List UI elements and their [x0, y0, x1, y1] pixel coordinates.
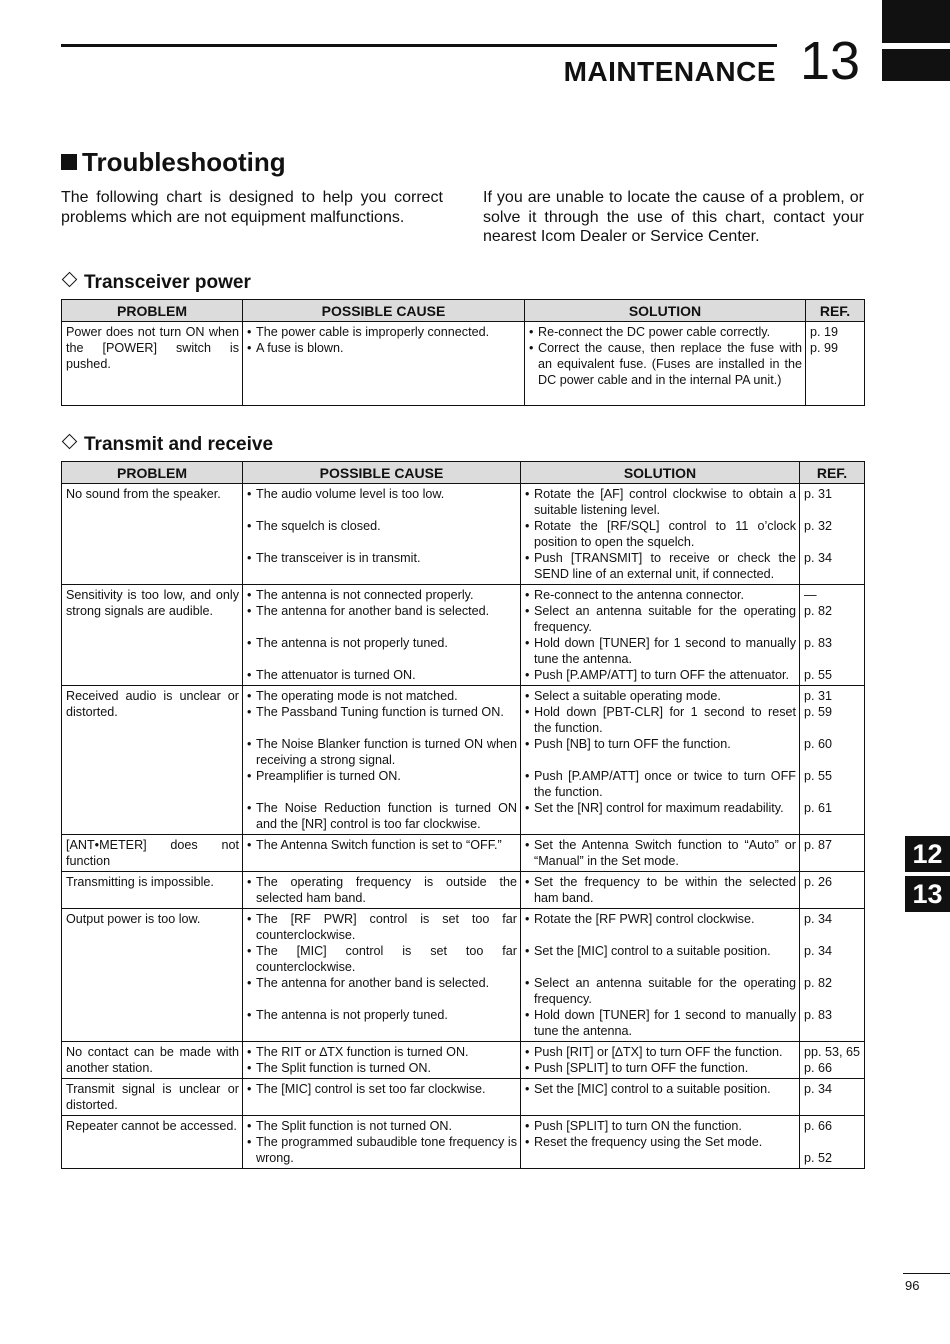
ref-item: —: [804, 588, 817, 602]
problem-cell: No contact can be made with another station.: [62, 1042, 243, 1079]
table-row: [62, 686, 865, 835]
ref-item[interactable]: p. 32: [804, 519, 833, 533]
header-rule: [61, 44, 777, 47]
ref-cell: [800, 1042, 865, 1079]
solution-cell: [521, 1042, 800, 1079]
solution-item: • Select an antenna suitable for the operating frequency.: [525, 975, 796, 1007]
problem-cell: Transmitting is impossible.: [62, 872, 243, 909]
solution-item: • Set the frequency to be within the selected ham band.: [525, 874, 796, 906]
solution-item: • Reset the frequency using the Set mode.: [525, 1134, 796, 1150]
intro-left: The following chart is designed to help you correct problems which are not equipment malfunctions.: [61, 189, 443, 226]
ref-cell: [800, 1116, 865, 1169]
cause-item: • The operating frequency is outside the selected ham band.: [247, 874, 517, 906]
column-header-solution: SOLUTION: [525, 300, 806, 322]
solution-cell: [521, 835, 800, 872]
ref-item[interactable]: p. 19: [810, 325, 839, 339]
ref-item[interactable]: p. 59: [804, 705, 833, 719]
ref-item[interactable]: p. 66: [804, 1119, 833, 1133]
table-row: [62, 1116, 865, 1169]
ref-item[interactable]: p. 66: [804, 1061, 833, 1075]
ref-cell: [800, 484, 865, 585]
ref-cell: [800, 909, 865, 1042]
solution-item: • Rotate the [RF/SQL] control to 11 o’clock position to open the squelch.: [525, 518, 796, 550]
solution-item: • Re-connect to the antenna connector.: [525, 587, 796, 603]
ref-item[interactable]: p. 87: [804, 838, 833, 852]
ref-item[interactable]: p. 34: [804, 1082, 833, 1096]
ref-item[interactable]: p. 82: [804, 604, 833, 618]
subsection-title-transmit-receive: [61, 434, 273, 456]
cause-cell: [243, 322, 525, 406]
cause-item: • The antenna for another band is selected.: [247, 603, 517, 619]
ref-item[interactable]: p. 83: [804, 636, 833, 650]
solution-item: • Select a suitable operating mode.: [525, 688, 796, 704]
cause-item: • Preamplifier is turned ON.: [247, 768, 517, 784]
section-title-text: Troubleshooting: [82, 147, 286, 177]
cause-item: • The Passband Tuning function is turned ON.: [247, 704, 517, 720]
table-row: [62, 909, 865, 1042]
table-row: [62, 484, 865, 585]
footer-rule: [903, 1273, 950, 1274]
solution-item: • Hold down [TUNER] for 1 second to manually tune the antenna.: [525, 635, 796, 667]
table-row: [62, 1079, 865, 1116]
solution-item: • Correct the cause, then replace the fuse with an equivalent fuse. (Fuses are installed in the DC power cable and in the internal PA unit.): [529, 340, 802, 388]
solution-item: • Set the [MIC] control to a suitable position.: [525, 1081, 796, 1097]
cause-item: • The [MIC] control is set too far clockwise.: [247, 1081, 517, 1097]
cause-cell: [243, 909, 521, 1042]
column-header-ref: REF.: [806, 300, 865, 322]
table-row: [62, 1042, 865, 1079]
solution-item: • Select an antenna suitable for the operating frequency.: [525, 603, 796, 635]
solution-item: • Push [P.AMP/ATT] to turn OFF the attenuator.: [525, 667, 796, 683]
solution-cell: [521, 872, 800, 909]
solution-item: • Re-connect the DC power cable correctly.: [529, 324, 802, 340]
ref-item[interactable]: p. 55: [804, 769, 833, 783]
table-row: [62, 322, 865, 406]
solution-cell: [521, 484, 800, 585]
cause-item: • A fuse is blown.: [247, 340, 521, 356]
cause-cell: [243, 686, 521, 835]
cause-item: • The RIT or ∆TX function is turned ON.: [247, 1044, 517, 1060]
solution-cell: [525, 322, 806, 406]
solution-item: • Set the [MIC] control to a suitable position.: [525, 943, 796, 959]
cause-item: • The [MIC] control is set too far counterclockwise.: [247, 943, 517, 975]
ref-item[interactable]: p. 60: [804, 737, 833, 751]
cause-item: • The antenna is not connected properly.: [247, 587, 517, 603]
solution-cell: [521, 909, 800, 1042]
ref-item[interactable]: p. 99: [810, 341, 839, 355]
cause-cell: [243, 1116, 521, 1169]
section-title: [61, 147, 286, 178]
column-header-cause: POSSIBLE CAUSE: [243, 462, 521, 484]
solution-cell: [521, 585, 800, 686]
troubleshooting-table-transceiver-power: [61, 299, 865, 406]
problem-cell: [ANT•METER] does not function: [62, 835, 243, 872]
cause-item: • The antenna for another band is selected.: [247, 975, 517, 991]
cause-cell: [243, 585, 521, 686]
cause-item: • The [RF PWR] control is set too far counterclockwise.: [247, 911, 517, 943]
ref-item[interactable]: p. 26: [804, 875, 833, 889]
ref-cell: [800, 585, 865, 686]
column-header-solution: SOLUTION: [521, 462, 800, 484]
ref-item[interactable]: p. 34: [804, 912, 833, 926]
solution-item: • Push [TRANSMIT] to receive or check the SEND line of an external unit, if connected.: [525, 550, 796, 582]
cause-item: • The transceiver is in transmit.: [247, 550, 517, 566]
problem-cell: Repeater cannot be accessed.: [62, 1116, 243, 1169]
solution-item: • Hold down [PBT-CLR] for 1 second to reset the function.: [525, 704, 796, 736]
cause-item: • The audio volume level is too low.: [247, 486, 517, 502]
page-number: 96: [905, 1278, 920, 1293]
cause-item: • The antenna is not properly tuned.: [247, 1007, 517, 1023]
solution-item: • Push [SPLIT] to turn ON the function.: [525, 1118, 796, 1134]
ref-item[interactable]: p. 34: [804, 551, 833, 565]
cause-item: • The attenuator is turned ON.: [247, 667, 517, 683]
solution-item: • Set the Antenna Switch function to “Auto” or “Manual” in the Set mode.: [525, 837, 796, 869]
cause-item: • The operating mode is not matched.: [247, 688, 517, 704]
solution-cell: [521, 1116, 800, 1169]
solution-item: • Push [RIT] or [∆TX] to turn OFF the function.: [525, 1044, 796, 1060]
ref-item[interactable]: p. 55: [804, 668, 833, 682]
solution-item: • Push [NB] to turn OFF the function.: [525, 736, 796, 752]
chapter-number: 13: [800, 31, 861, 91]
problem-cell: Power does not turn ON when the [POWER] switch is pushed.: [62, 322, 243, 406]
diamond-icon: [62, 272, 78, 288]
ref-item[interactable]: p. 31: [804, 487, 833, 501]
problem-cell: Sensitivity is too low, and only strong signals are audible.: [62, 585, 243, 686]
chapter-title: MAINTENANCE: [563, 56, 776, 87]
solution-item: • Rotate the [AF] control clockwise to obtain a suitable listening level.: [525, 486, 796, 518]
solution-item: • Rotate the [RF PWR] control clockwise.: [525, 911, 796, 927]
side-tab-12[interactable]: 12: [905, 836, 950, 872]
column-header-cause: POSSIBLE CAUSE: [243, 300, 525, 322]
ref-item[interactable]: p. 31: [804, 689, 833, 703]
ref-item[interactable]: p. 61: [804, 801, 833, 815]
ref-item[interactable]: pp. 53, 65: [804, 1045, 861, 1059]
solution-cell: [521, 1079, 800, 1116]
ref-item[interactable]: p. 52: [804, 1151, 833, 1165]
subsection-title-text: Transceiver power: [84, 272, 251, 293]
cause-item: • The Split function is turned ON.: [247, 1060, 517, 1076]
square-bullet-icon: [61, 154, 77, 170]
problem-cell: Received audio is unclear or distorted.: [62, 686, 243, 835]
problem-cell: Output power is too low.: [62, 909, 243, 1042]
side-tab-13[interactable]: 13: [905, 876, 950, 912]
diamond-icon: [62, 434, 78, 450]
cause-cell: [243, 484, 521, 585]
cause-item: • The Antenna Switch function is set to “OFF.”: [247, 837, 517, 853]
ref-cell: [800, 686, 865, 835]
solution-item: • Push [SPLIT] to turn OFF the function.: [525, 1060, 796, 1076]
cause-cell: [243, 1042, 521, 1079]
column-header-ref: REF.: [800, 462, 865, 484]
cause-item: • The Noise Blanker function is turned ON when receiving a strong signal.: [247, 736, 517, 768]
troubleshooting-table-transmit-receive: [61, 461, 865, 1169]
problem-cell: No sound from the speaker.: [62, 484, 243, 585]
ref-cell: [800, 1079, 865, 1116]
table-row: [62, 585, 865, 686]
cause-cell: [243, 835, 521, 872]
solution-cell: [521, 686, 800, 835]
column-header-problem: PROBLEM: [62, 462, 243, 484]
column-header-problem: PROBLEM: [62, 300, 243, 322]
ref-cell: [800, 872, 865, 909]
cause-item: • The antenna is not properly tuned.: [247, 635, 517, 651]
ref-item[interactable]: p. 83: [804, 1008, 833, 1022]
cause-cell: [243, 1079, 521, 1116]
cause-item: • The squelch is closed.: [247, 518, 517, 534]
subsection-title-transceiver-power: [61, 272, 251, 294]
cause-item: • The programmed subaudible tone frequency is wrong.: [247, 1134, 517, 1166]
solution-item: • Hold down [TUNER] for 1 second to manually tune the antenna.: [525, 1007, 796, 1039]
cause-item: • The Noise Reduction function is turned ON and the [NR] control is too far clockwise.: [247, 800, 517, 832]
table-header-row: [62, 300, 865, 322]
intro-right: If you are unable to locate the cause of a problem, or solve it through the use of this chart, contact your nearest Icom Dealer or Service Center.: [483, 189, 864, 245]
cause-item: • The power cable is improperly connected.: [247, 324, 521, 340]
ref-cell: [806, 322, 865, 406]
cause-item: • The Split function is not turned ON.: [247, 1118, 517, 1134]
ref-cell: [800, 835, 865, 872]
table-row: [62, 835, 865, 872]
table-row: [62, 872, 865, 909]
solution-item: • Set the [NR] control for maximum readability.: [525, 800, 796, 816]
thumb-tab-block-lower: [882, 49, 950, 81]
problem-cell: Transmit signal is unclear or distorted.: [62, 1079, 243, 1116]
subsection-title-text: Transmit and receive: [84, 434, 274, 455]
ref-item[interactable]: p. 82: [804, 976, 833, 990]
thumb-tab-block-upper: [882, 0, 950, 43]
table-header-row: [62, 462, 865, 484]
solution-item: • Push [P.AMP/ATT] once or twice to turn OFF the function.: [525, 768, 796, 800]
cause-cell: [243, 872, 521, 909]
ref-item[interactable]: p. 34: [804, 944, 833, 958]
